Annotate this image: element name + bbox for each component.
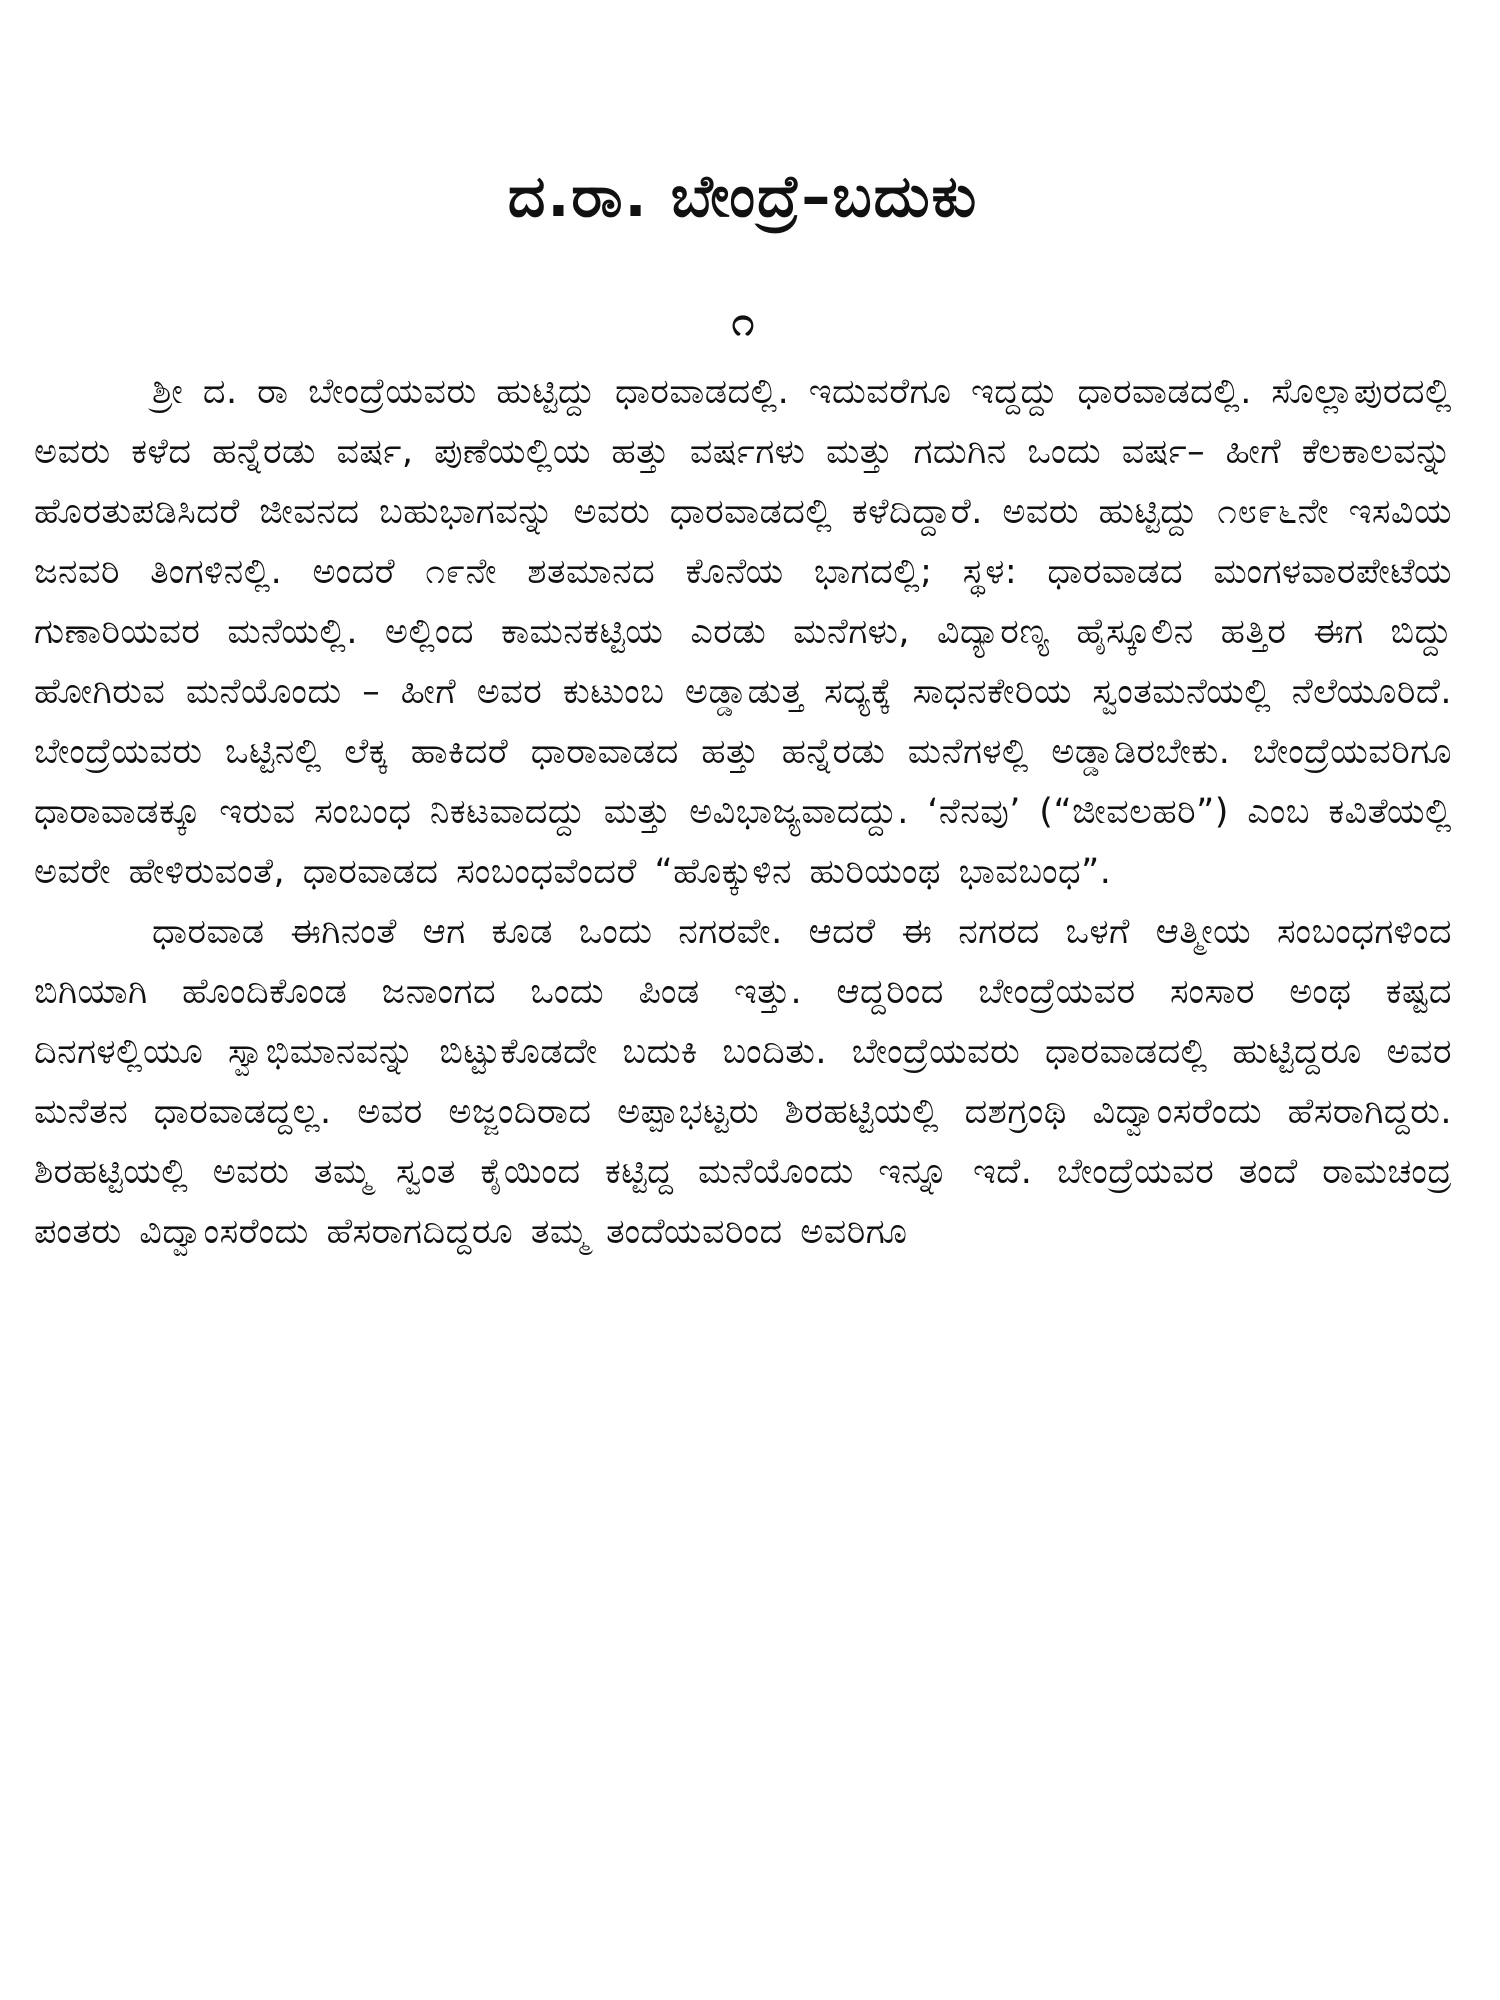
chapter-number: ೧ <box>731 298 755 345</box>
body-text <box>34 362 1452 1262</box>
page-title: ದ.ರಾ. ಬೇಂದ್ರೆ–ಬದುಕು <box>507 162 979 230</box>
paragraph-2: ಧಾರವಾಡ ಈಗಿನಂತೆ ಆಗ ಕೂಡ ಒಂದು ನಗರವೇ. ಆದರೆ ಈ ನಗರದ ಒಳಗೆ ಆತ್ಮೀಯ ಸಂಬಂಧಗಳಿಂದ ಬಿಗಿಯಾಗಿ ಹೊಂದಿಕೊಂಡ ಜನಾಂಗದ ಒಂದು ಪಿಂಡ ಇತ್ತು. ಆದ್ದರಿಂದ ಬೇಂದ್ರೆಯವರ ಸಂಸಾರ ಅಂಥ ಕಷ್ಟದ ದಿನಗಳಲ್ಲಿಯೂ ಸ್ವಾಭಿಮಾನವನ್ನು ಬಿಟ್ಟುಕೊಡದೇ ಬದುಕಿ ಬಂದಿತು. ಬೇಂದ್ರೆಯವರು ಧಾರವಾಡದಲ್ಲಿ ಹುಟ್ಟಿದ್ದರೂ ಅವರ ಮನೆತನ ಧಾರವಾಡದ್ದಲ್ಲ. ಅವರ ಅಜ್ಜಂದಿರಾದ ಅಪ್ಪಾಭಟ್ಟರು ಶಿರಹಟ್ಟಿಯಲ್ಲಿ ದಶಗ್ರಂಥಿ ವಿದ್ವಾಂಸರೆಂದು ಹೆಸರಾಗಿದ್ದರು. ಶಿರಹಟ್ಟಿಯಲ್ಲಿ ಅವರು ತಮ್ಮ ಸ್ವಂತ ಕೈಯಿಂದ ಕಟ್ಟಿದ್ದ ಮನೆಯೊಂದು ಇನ್ನೂ ಇದೆ. ಬೇಂದ್ರೆಯವರ ತಂದೆ ರಾಮಚಂದ್ರ ಪಂತರು ವಿದ್ವಾಂಸರೆಂದು ಹೆಸರಾಗದಿದ್ದರೂ ತಮ್ಮ ತಂದೆಯವರಿಂದ ಅವರಿಗೂ <box>34 911 1452 1252</box>
paragraph-1: ಶ್ರೀ ದ. ರಾ ಬೇಂದ್ರೆಯವರು ಹುಟ್ಟಿದ್ದು ಧಾರವಾಡದಲ್ಲಿ. ಇದುವರೆಗೂ ಇದ್ದದ್ದು ಧಾರವಾಡದಲ್ಲಿ. ಸೊಲ್ಲಾಪುರದಲ್ಲಿ ಅವರು ಕಳೆದ ಹನ್ನೆರಡು ವರ್ಷ, ಪುಣೆಯಲ್ಲಿಯ ಹತ್ತು ವರ್ಷಗಳು ಮತ್ತು ಗದುಗಿನ ಒಂದು ವರ್ಷ– ಹೀಗೆ ಕೆಲಕಾಲವನ್ನು ಹೊರತುಪಡಿಸಿದರೆ ಜೀವನದ ಬಹುಭಾಗವನ್ನು ಅವರು ಧಾರವಾಡದಲ್ಲಿ ಕಳೆದಿದ್ದಾರೆ. ಅವರು ಹುಟ್ಟಿದ್ದು ೧೮೯೬ನೇ ಇಸವಿಯ ಜನವರಿ ತಿಂಗಳಿನಲ್ಲಿ. ಅಂದರೆ ೧೯ನೇ ಶತಮಾನದ ಕೊನೆಯ ಭಾಗದಲ್ಲಿ; ಸ್ಥಳ: ಧಾರವಾಡದ ಮಂಗಳವಾರಪೇಟೆಯ ಗುಣಾರಿಯವರ ಮನೆಯಲ್ಲಿ. ಅಲ್ಲಿಂದ ಕಾಮನಕಟ್ಟಿಯ ಎರಡು ಮನೆಗಳು, ವಿದ್ಯಾರಣ್ಯ ಹೈಸ್ಕೂಲಿನ ಹತ್ತಿರ ಈಗ ಬಿದ್ದು ಹೋಗಿರುವ ಮನೆಯೊಂದು – ಹೀಗೆ ಅವರ ಕುಟುಂಬ ಅಡ್ಡಾಡುತ್ತ ಸದ್ಯಕ್ಕೆ ಸಾಧನಕೇರಿಯ ಸ್ವಂತಮನೆಯಲ್ಲಿ ನೆಲೆಯೂರಿದೆ. ಬೇಂದ್ರೆಯವರು ಒಟ್ಟಿನಲ್ಲಿ ಲೆಕ್ಕ ಹಾಕಿದರೆ ಧಾರಾವಾಡದ ಹತ್ತು ಹನ್ನೆರಡು ಮನೆಗಳಲ್ಲಿ ಅಡ್ಡಾಡಿರಬೇಕು. ಬೇಂದ್ರೆಯವರಿಗೂ ಧಾರಾವಾಡಕ್ಕೂ ಇರುವ ಸಂಬಂಧ ನಿಕಟವಾದದ್ದು ಮತ್ತು ಅವಿಭಾಜ್ಯವಾದದ್ದು. ‘ನೆನವು’ (“ಜೀವಲಹರಿ”) ಎಂಬ ಕವಿತೆಯಲ್ಲಿ ಅವರೇ ಹೇಳಿರುವಂತೆ, ಧಾರವಾಡದ ಸಂಬಂಧವೆಂದರೆ “ಹೊಕ್ಕುಳಿನ ಹುರಿಯಂಥ ಭಾವಬಂಧ”. <box>34 371 1452 892</box>
